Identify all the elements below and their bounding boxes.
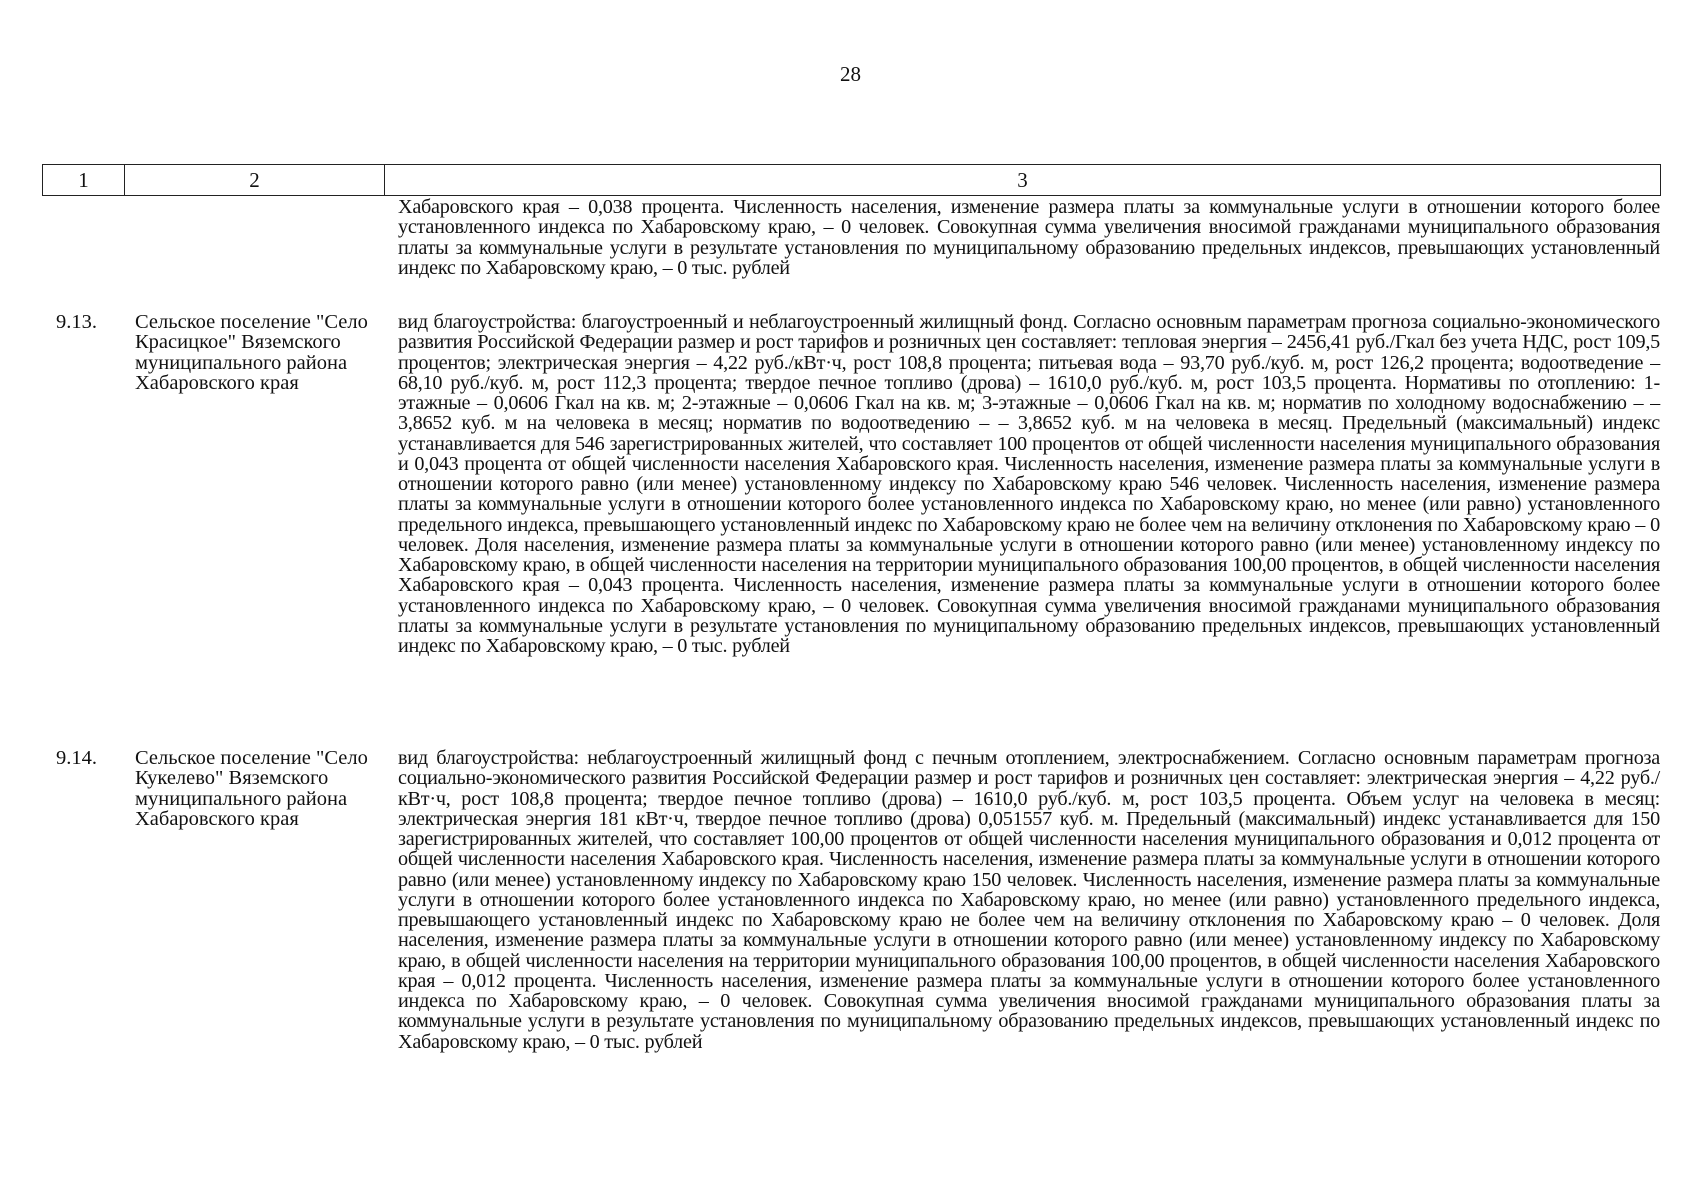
- row-number-9-13: 9.13.: [56, 311, 97, 333]
- row-text-9-13: вид благоустройства: благоустроенный и неблагоустроенный жилищный фонд. Согласно основным параметрам прогноза социально-экономического развития Российской Федерации размер и рост тарифов и розничных цен составляет: тепловая энергия – 2456,41 руб./Гкал без учета НДС, рост 109,5 процентов; электрическая энергия – 4,22 руб./кВт·ч, рост 108,8 процента; питьевая вода – 93,70 руб./куб. м, рост 126,2 процента; водоотведение – 68,10 руб./куб. м, рост 112,3 процента; твердое печное топливо (дрова) – 1610,0 руб./куб. м, рост 103,5 процента. Нормативы по отоплению: 1-этажные – 0,0606 Гкал на кв. м; 2-этажные – 0,0606 Гкал на кв. м; 3-этажные – 0,0606 Гкал на кв. м; норматив по холодному водоснабжению – – 3,8652 куб. м на человека в месяц; норматив по водоотведению – – 3,8652 куб. м на человека в месяц. Предельный (максимальный) индекс устанавливается для 546 зарегистрированных жителей, что составляет 100 процентов от общей численности населения муниципального образования и 0,043 процента от общей численности населения Хабаровского края. Численность населения, изменение размера платы за коммунальные услуги в отношении которого равно (или менее) установленному индексу по Хабаровскому краю 546 человек. Численность населения, изменение размера платы за коммунальные услуги в отношении которого более установленного индекса по Хабаровскому краю, но менее (или равно) установленного предельного индекса, превышающего установленный индекс по Хабаровскому краю не более чем на величину отклонения по Хабаровскому краю – 0 человек. Доля населения, изменение размера платы за коммунальные услуги в отношении которого равно (или менее) установленному индексу по Хабаровскому краю, в общей численности населения на территории муниципального образования 100,00 процентов, в общей численности населения Хабаровского края – 0,043 процента. Численность населения, изменение размера платы за коммунальные услуги в отношении которого более установленного индекса по Хабаровскому краю, – 0 человек. Совокупная сумма увеличения вносимой гражданами муниципального образования платы за коммунальные услуги в результате установления по муниципальному образованию предельных индексов, превышающих установленный индекс по Хабаровскому краю, – 0 тыс. рублей: [398, 311, 1660, 657]
- table-header: [42, 164, 1661, 196]
- continuation-text: Хабаровского края – 0,038 процента. Численность населения, изменение размера платы за коммунальные услуги в отношении которого более установленного индекса по Хабаровскому краю, – 0 человек. Совокупная сумма увеличения вносимой гражданами муниципального образования платы за коммунальные услуги в результате установления по муниципальному образованию предельных индексов, превышающих установленный индекс по Хабаровскому краю, – 0 тыс. рублей: [398, 196, 1660, 279]
- row-number-9-14: 9.14.: [56, 747, 97, 769]
- table-header-col-3: 3: [1017, 167, 1028, 192]
- row-name-9-14: Сельское поселение "Село Кукелево" Вяземского муниципального района Хабаровского края: [135, 747, 368, 830]
- row-name-9-13: Сельское поселение "Село Красицкое" Вяземского муниципального района Хабаровского края: [135, 311, 368, 394]
- page-number: 28: [840, 62, 861, 86]
- row-text-9-14: вид благоустройства: неблагоустроенный жилищный фонд с печным отоплением, электроснабжением. Согласно основным параметрам прогноза социально-экономического развития Российской Федерации размер и рост тарифов и розничных цен составляет: электрическая энергия – 4,22 руб./кВт·ч, рост 108,8 процента; твердое печное топливо (дрова) – 1610,0 руб./куб. м, рост 103,5 процента. Объем услуг на человека в месяц: электрическая энергия 181 кВт·ч, твердое печное топливо (дрова) 0,051557 куб. м. Предельный (максимальный) индекс устанавливается для 150 зарегистрированных жителей, что составляет 100,00 процентов от общей численности населения муниципального образования и 0,012 процента от общей численности населения Хабаровского края. Численность населения, изменение размера платы за коммунальные услуги в отношении которого равно (или менее) установленному индексу по Хабаровскому краю 150 человек. Численность населения, изменение размера платы за коммунальные услуги в отношении которого более установленного индекса по Хабаровскому краю, но менее (или равно) установленного предельного индекса, превышающего установленный индекс по Хабаровскому краю не более чем на величину отклонения по Хабаровскому краю – 0 человек. Доля населения, изменение размера платы за коммунальные услуги в отношении которого равно (или менее) установленному индексу по Хабаровскому краю, в общей численности населения на территории муниципального образования 100,00 процентов, в общей численности населения Хабаровского края – 0,012 процента. Численность населения, изменение размера платы за коммунальные услуги в отношении которого более установленного индекса по Хабаровскому краю, – 0 человек. Совокупная сумма увеличения вносимой гражданами муниципального образования платы за коммунальные услуги в результате установления по муниципальному образованию предельных индексов, превышающих установленный индекс по Хабаровскому краю, – 0 тыс. рублей: [398, 747, 1660, 1053]
- table-header-col-1: 1: [43, 165, 125, 195]
- table-header-col-2: 2: [125, 165, 385, 195]
